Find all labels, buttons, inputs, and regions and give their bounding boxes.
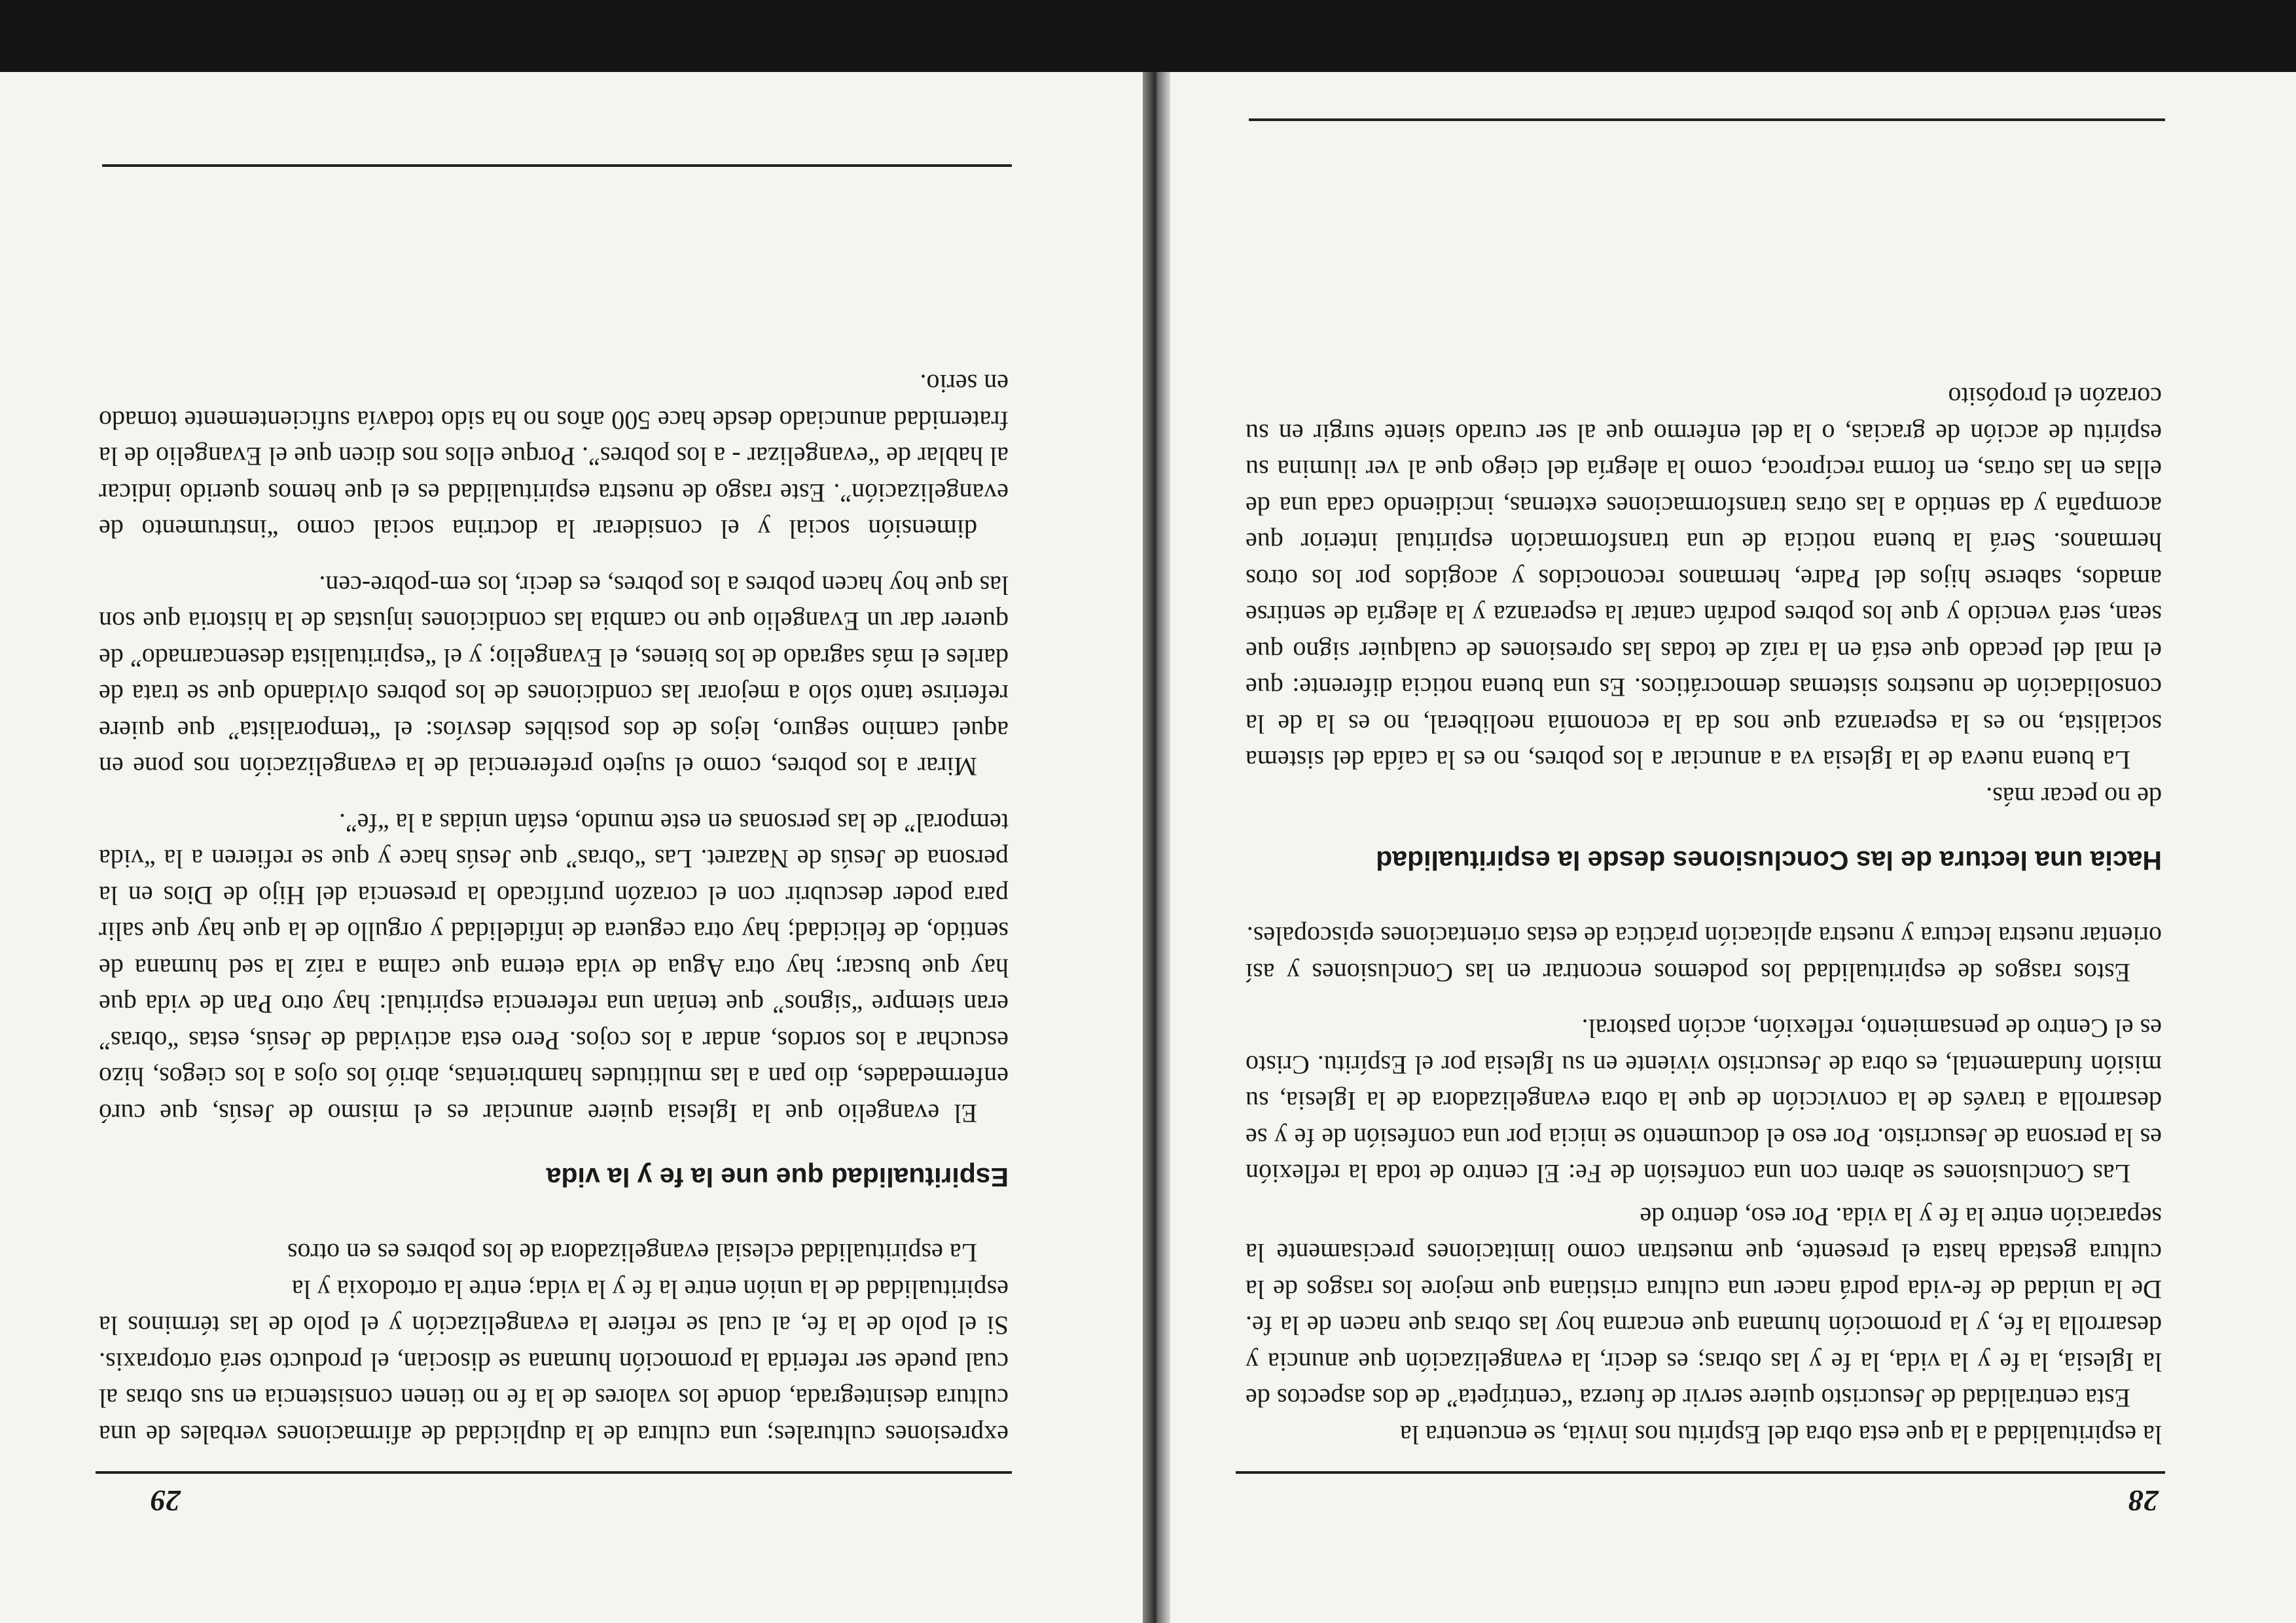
paragraph: Las Conclusiones se abren con una confesión de Fe: El centro de toda la reflexión es la persona de Jesucristo. Por eso el documento se inicia por una confesión de fe y se desarrolla a través de la convicción de que la obra evangelizadora de la Iglesia, su misión fundamental, es obra de Jesucristo viviente en su Iglesia por el Espíritu. Cristo es el Centro de pensamiento, reflexión, acción pastoral. <box>1246 1014 2162 1189</box>
page-29 <box>0 72 1143 1623</box>
section-heading: Hacia una lectura de las Conclusiones desde la espiritualidad <box>1376 846 2162 876</box>
paragraph: dimensión social y el considerar la doctrina social como “instrumento de evangelización”. Este rasgo de nuestra espiritualidad es el que hemos querido indicar al hablar de “evangelizar - a los pobres”. Porque ellos nos dicen que el Evangelio de la fraternidad anunciado desde hace 500 años no ha sido todavía suficientemente tomado en serio. <box>99 369 1009 544</box>
paragraph: Esta centralidad de Jesucristo quiere servir de fuerza “centrípeta” de dos aspectos de la Iglesia, la fe y la vida, la fe y las obras; es decir, la evangelización que anuncia y desarrolla la fe, y la promoción humana que encarna hoy las obras que nacen de la fe. De la unidad de fe-vida podrá nacer una cultura cristiana que mejore los rasgos de la cultura gestada hasta el presente, que muestran como limitaciones precisamente la separación entre la fe y la vida. Por eso, dentro de <box>1246 1202 2162 1414</box>
paragraph: Estos rasgos de espiritualidad los podemos encontrar en las Conclusiones y así orientar nuestra lectura y nuestra aplicación práctica de estas orientaciones episcopales. <box>1246 921 2162 988</box>
text-column <box>1246 379 2162 1453</box>
text-column <box>99 366 1009 1453</box>
page-number: 29 <box>151 1484 181 1518</box>
page-number: 28 <box>2128 1484 2159 1518</box>
paragraph: Mirar a los pobres, como el sujeto preferencial de la evangelización nos pone en aquel camino seguro, lejos de dos posibles desvíos: el “temporalista” que quiere referirse tanto sólo a mejorar las condiciones de los pobres olvidando que se trata de darles el más sagrado de los bienes, el Evangelio; y el “espiritualista desencarnado” de querer dar un Evangelio que no cambia las condiciones injustas de la historia que son las que hoy hacen pobres a los pobres, es decir, los em-pobre-cen. <box>99 571 1009 782</box>
header-rule <box>1236 1471 2165 1474</box>
paragraph: de no pecar más. <box>1986 782 2162 812</box>
page-28 <box>1170 72 2296 1623</box>
paragraph: La buena nueva de la Iglesia va a anunciar a los pobres, no es la caída del sistema socialista, no es la esperanza que nos da la economía neoliberal, no es la de la consolidación de nuestros sistemas democráticos. Es una buena noticia diferente: que el mal del pecado que está en la raíz de todas las opresiones de cualquier signo que sean, será vencido y que los pobres podrán cantar la esperanza y la alegría de sentirse amados, saberse hijos del Padre, hermanos reconocidos y acogidos por los otros hermanos. Será la buena noticia de una transformación espiritual interior que acompaña y da sentido a las otras transformaciones externas, incidiendo cada una de ellas en las otras, en forma recíproca, como la alegría del ciego que al ver ilumina su espíritu de acción de gracias, o la del enfermo que al ser curado siente surgir en su corazón el propósito <box>1246 382 2162 776</box>
paragraph: expresiones culturales; una cultura de la duplicidad de afirmaciones verbales de una cultura desintegrada, donde los valores de la fe no tienen consistencia en sus obras al cual puede ser referida la promoción humana se disocian, el producto será ortopraxis. Si el polo de la fe, al cual se refiere la evangelización y el polo de las términos la espiritualidad de la unión entre la fe y la vida; entre la ortodoxia y la <box>99 1275 1009 1450</box>
header-rule <box>96 1471 1012 1474</box>
section-heading: Espiritualidad que une la fe y la vida <box>546 1162 1009 1192</box>
paragraph: la espiritualidad a la que esta obra del Espíritu nos invita, se encuentra la <box>1399 1420 2162 1450</box>
footer-rule <box>102 164 1012 167</box>
paragraph: La espiritualidad eclesial evangelizadora de los pobres es en otros <box>287 1238 977 1268</box>
book-gutter <box>1143 72 1170 1623</box>
paragraph: El evangelio que la Iglesia quiere anunciar es el mismo de Jesús, que curó enfermedades, dio pan a las multitudes hambrientas, abrió los ojos a los ciegos, hizo escuchar a los sordos, andar a los cojos. Pero esta actividad de Jesús, estas “obras” eran siempre “signos” que tenían una referencia espiritual: hay otro Pan de vida que hay que buscar; hay otra Agua de vida eterna que calma a raíz la sed humana de sentido, de felicidad; hay otra ceguera de infidelidad y orgullo de la que hay que salir para poder descubrir con el corazón purificado la presencia del Hijo de Dios en la persona de Jesús de Nazaret. Las “obras” que Jesús hace y que se refieren a la “vida temporal” de las personas en este mundo, están unidas a la “fe”. <box>99 808 1009 1128</box>
footer-rule <box>1249 118 2165 121</box>
scan-shadow <box>0 0 2296 72</box>
